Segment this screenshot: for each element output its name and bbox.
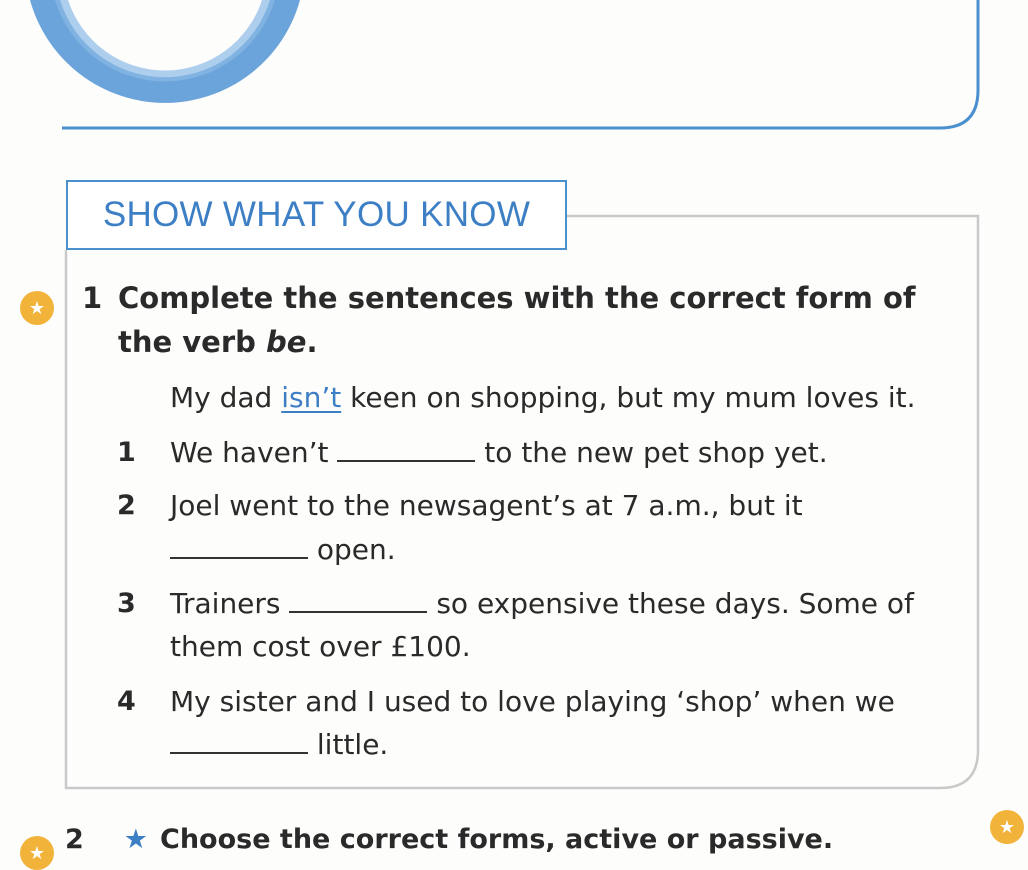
item-text: them cost over £100. — [170, 630, 471, 663]
exercise-1-instruction — [82, 276, 972, 364]
item-number: 3 — [117, 588, 136, 619]
answer-blank[interactable] — [337, 456, 475, 462]
exercise-2-instruction — [65, 824, 833, 855]
list-item — [170, 431, 828, 474]
item-text: little. — [308, 728, 389, 761]
item-number: 4 — [117, 686, 136, 717]
section-title: SHOW WHAT YOU KNOW — [102, 195, 531, 234]
item-number: 1 — [117, 437, 136, 468]
instruction-verb: be — [266, 325, 307, 359]
item-text: Trainers — [170, 587, 290, 620]
exercise-number: 2 — [65, 824, 84, 855]
list-item-continued — [170, 625, 471, 668]
star-icon: ★ — [20, 836, 54, 870]
star-icon: ★ — [123, 824, 149, 855]
answer-blank[interactable] — [170, 748, 308, 754]
item-text: to the new pet shop yet. — [475, 436, 828, 469]
item-text: Joel went to the newsagent’s at 7 a.m., but it — [170, 489, 803, 522]
instruction-text: Complete the sentences with the correct form of the verb — [118, 281, 916, 359]
list-item — [170, 680, 895, 723]
list-item — [170, 582, 914, 625]
list-item — [170, 484, 803, 527]
instruction-end: . — [306, 325, 318, 359]
item-text: so expensive these days. Some of — [427, 587, 914, 620]
example-answer: isn’t — [281, 381, 342, 414]
example-sentence — [170, 376, 916, 419]
list-item-continued — [170, 528, 396, 571]
star-icon: ★ — [990, 810, 1024, 844]
list-item-continued — [170, 723, 388, 766]
item-number: 2 — [117, 490, 136, 521]
section-title-box — [66, 180, 567, 250]
answer-blank[interactable] — [170, 553, 308, 559]
star-icon: ★ — [20, 291, 54, 325]
example-after: keen on shopping, but my mum loves it. — [341, 381, 916, 414]
item-text: open. — [308, 533, 396, 566]
top-panel-border — [62, 0, 978, 128]
item-text: My sister and I used to love playing ‘shop’ when we — [170, 685, 895, 718]
exercise-number: 1 — [82, 281, 103, 315]
example-before: My dad — [170, 381, 282, 414]
instruction-text: Choose the correct forms, active or passive. — [160, 824, 834, 855]
item-text: We haven’t — [170, 436, 338, 469]
answer-blank[interactable] — [289, 607, 427, 613]
